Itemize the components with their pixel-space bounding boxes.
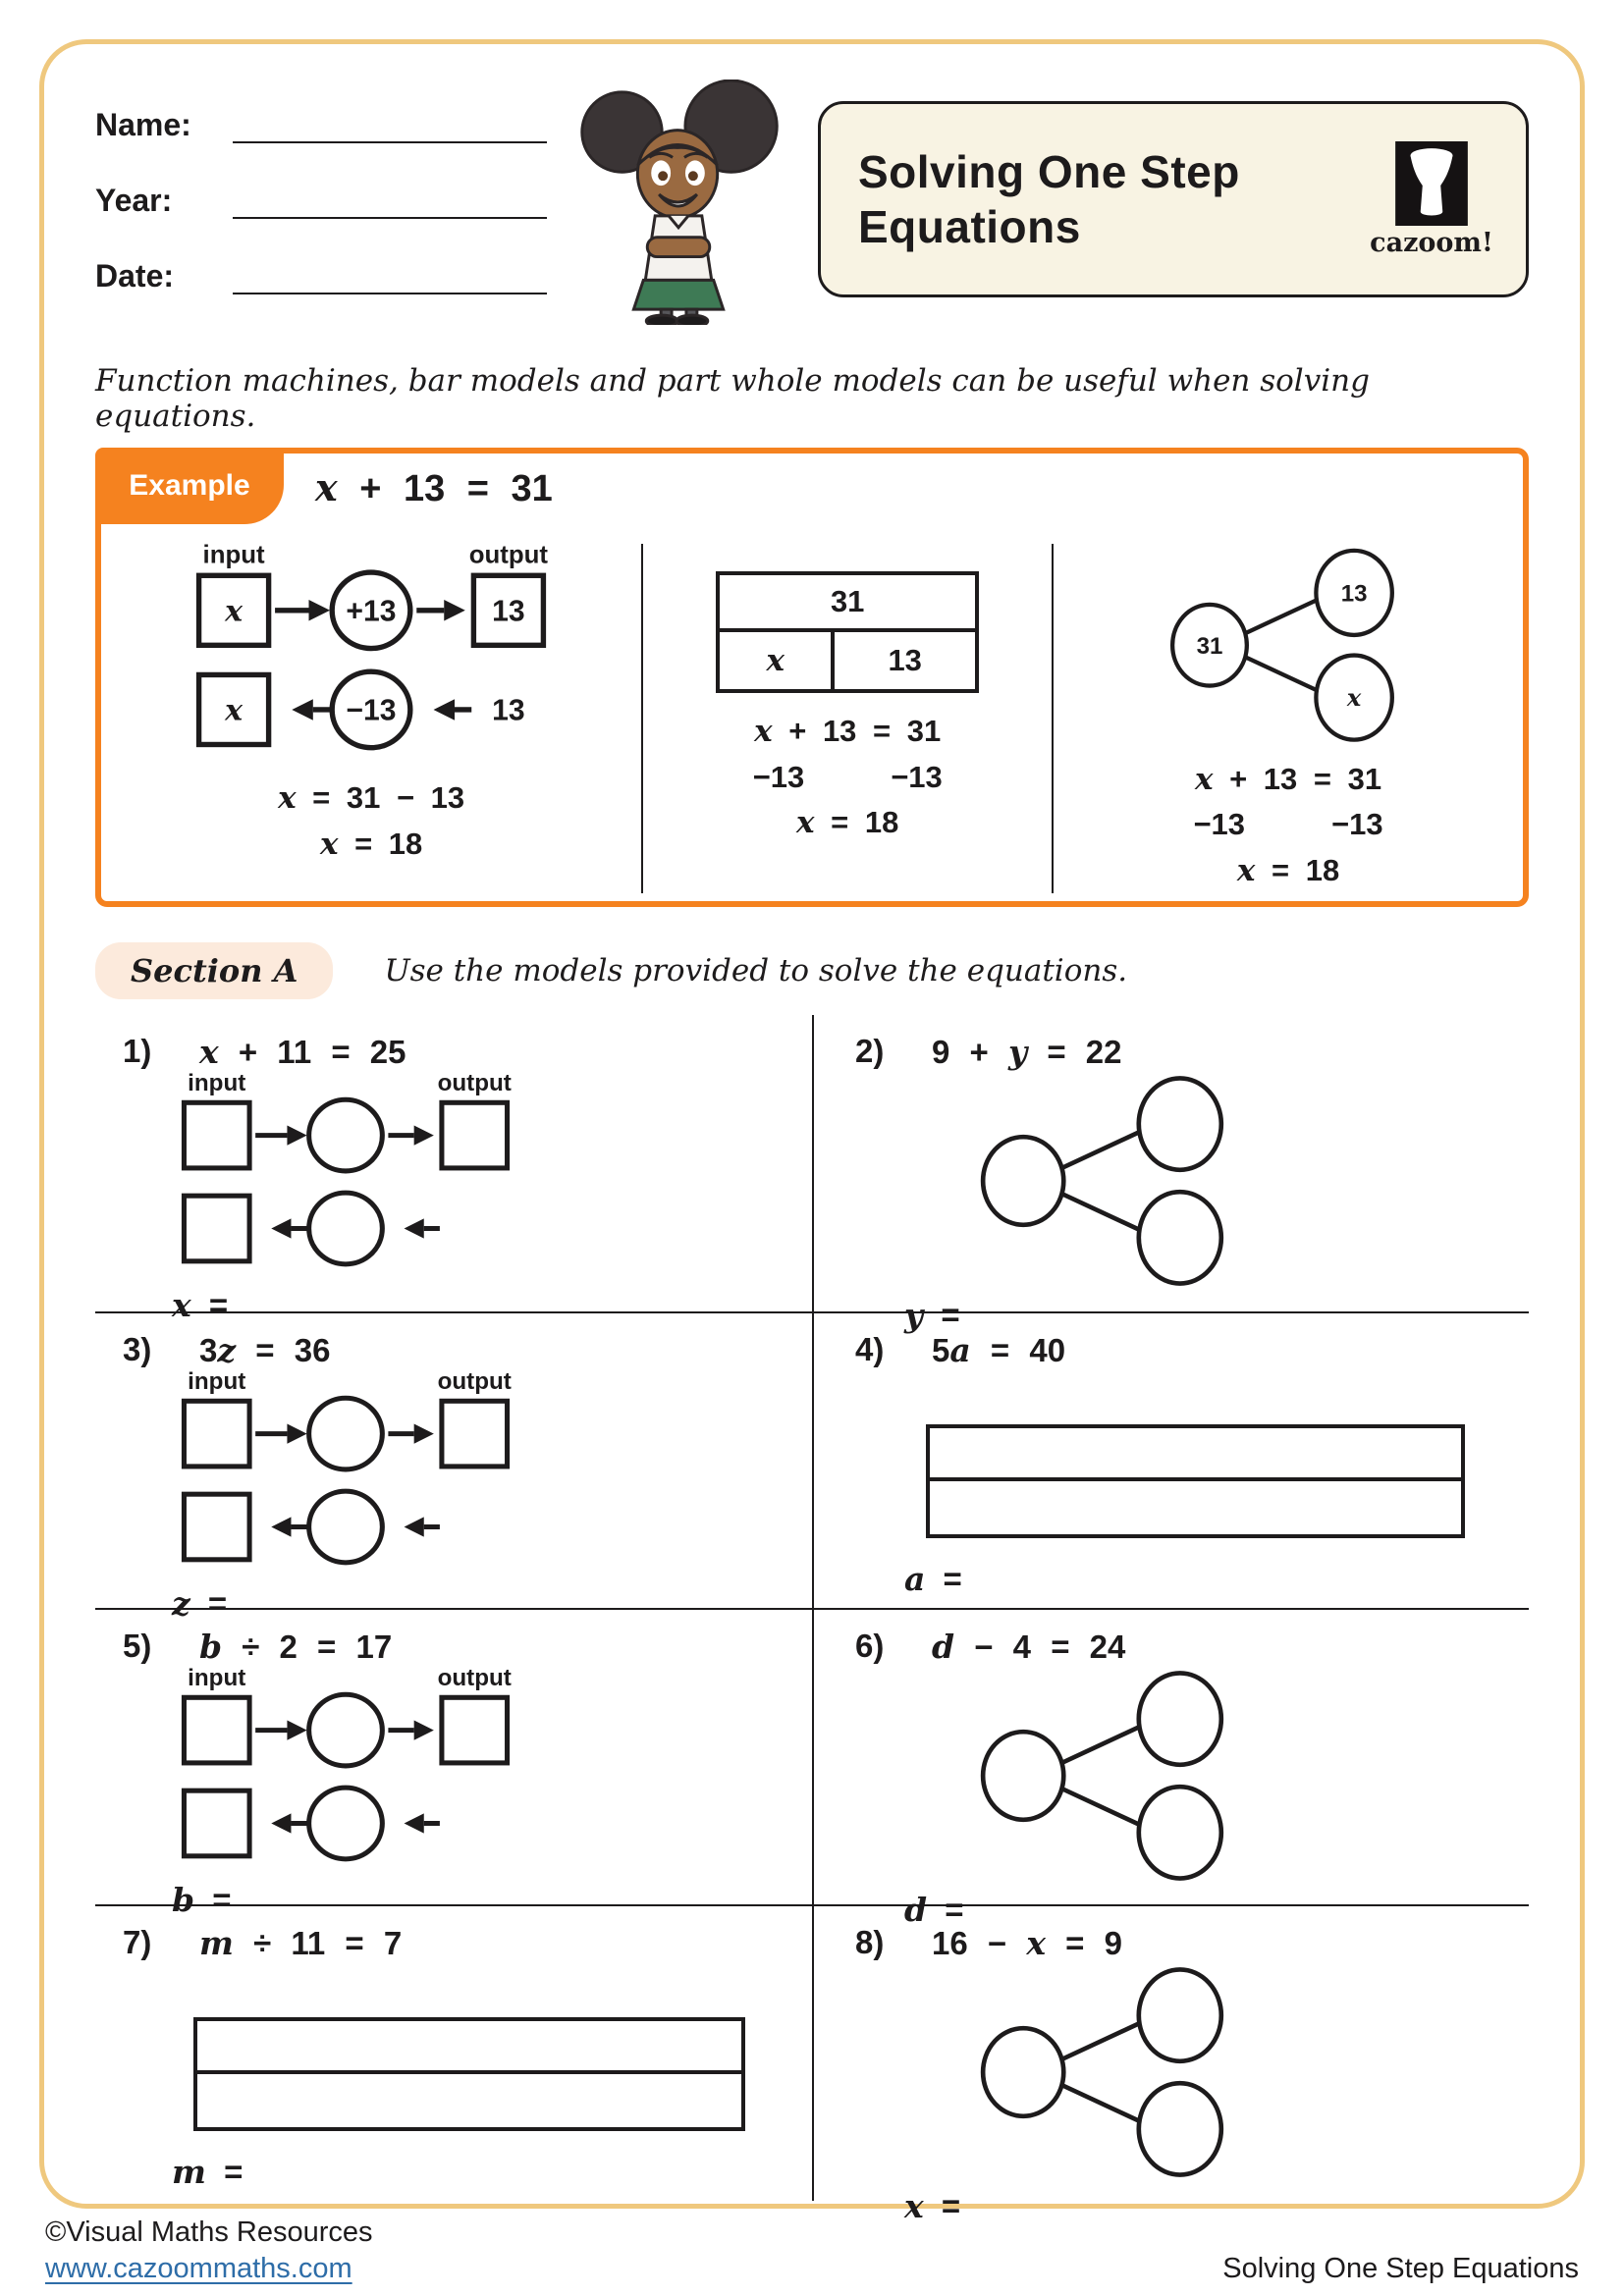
answer-line: a = [904,1560,962,1598]
problem-model [123,1369,812,1584]
arrow-right-icon [414,1424,434,1444]
bar-model-diagram [926,1424,1465,1538]
arrow-left-icon [271,1517,291,1536]
whole-circle [983,1732,1063,1820]
header [95,85,1529,334]
arrow-left-icon [271,1813,291,1833]
student-fields [95,85,557,334]
problem-number: 8) [855,1924,885,1960]
function-machine-diagram [168,1073,523,1281]
problem-number: 3) [123,1331,152,1367]
part-whole-diagram [1126,544,1450,747]
answer-line: x = [904,2187,961,2225]
problem-equation: 3z = 36 [199,1331,331,1369]
crossed-arms [647,238,709,257]
answer-line: d = [904,1891,964,1929]
problem-5 [95,1608,812,1919]
example-working: x + 13 = 31 −13 −13 x = 18 [752,714,943,840]
svg-text:x: x [225,594,244,629]
input-label: input [202,544,265,569]
output-label: output [437,1073,512,1097]
problem-2 [812,1015,1529,1334]
part-circle [1139,1787,1221,1878]
whole-circle [983,2028,1063,2116]
whole-circle [983,1137,1063,1225]
date-field [95,258,557,294]
problem-number: 5) [123,1628,152,1664]
year-field [95,183,557,219]
answer-line: x = [172,1286,229,1324]
arrow-left-icon [434,699,456,721]
arrow-right-icon [287,1424,306,1444]
skirt [633,280,723,309]
output-label: output [437,1668,512,1692]
operation-circle [309,1491,383,1563]
problem-model [855,1666,1529,1891]
year-line [233,184,547,219]
student-character-illustration [557,80,804,325]
arrow-left-icon [405,1517,424,1536]
arrow-right-icon [287,1126,306,1146]
problem-equation: 16 − x = 9 [932,1924,1122,1962]
problem-equation: 5a = 40 [932,1331,1066,1369]
function-machine-diagram [168,1371,523,1579]
svg-text:13: 13 [492,694,525,727]
problem-equation: m ÷ 11 = 7 [199,1924,403,1962]
svg-text:+13: +13 [346,595,397,628]
date-label: Date: [95,258,175,294]
arrow-right-icon [414,1721,434,1740]
arrow-right-icon [414,1126,434,1146]
example-function-machine-column [101,544,641,893]
problem-model [855,1962,1529,2187]
operation-circle [309,1193,383,1264]
example-models [101,544,1523,893]
arrow-left-icon [405,1813,424,1833]
problem-model [855,1369,1529,1560]
logo-wordmark: cazoom! [1370,227,1493,258]
answer-line: b = [172,1881,232,1919]
function-machine-diagram [179,544,564,766]
problem-number: 1) [123,1033,152,1069]
intro-text: Function machines, bar models and part whole models can be useful when solving equations. [95,363,1370,434]
problem-equation: b ÷ 2 = 17 [199,1628,393,1666]
worksheet-title: Solving One Step Equations [858,145,1240,252]
example-working: x + 13 = 31 −13 −13 x = 18 [1193,761,1383,888]
name-line [233,108,547,143]
problem-3 [95,1311,812,1623]
svg-text:31: 31 [1196,632,1223,660]
operation-circle [309,1099,383,1171]
input-label: input [188,1371,246,1396]
problem-4 [812,1311,1529,1608]
input-box [184,1102,249,1168]
example-working: x = 31 − 13 x = 18 [278,780,465,862]
function-machine-diagram [168,1668,523,1876]
example-equation: x + 13 = 31 [315,465,553,509]
problem-equation: d − 4 = 24 [932,1628,1126,1666]
bar-total-cell: 31 [720,575,975,632]
website-link[interactable]: www.cazoommaths.com [45,2253,352,2284]
footer [45,2216,1579,2285]
arrow-right-icon [444,600,465,621]
title-box [818,101,1529,297]
input-box [184,1697,249,1763]
part-circle [1139,1078,1221,1169]
part-circle [1139,1673,1221,1764]
shoe-left [646,315,677,325]
problem-7 [95,1904,812,2201]
svg-text:−13: −13 [346,694,397,727]
arrow-right-icon [287,1721,306,1740]
section-a-header [95,942,1529,999]
svg-text:x: x [1346,683,1362,713]
footer-title: Solving One Step Equations [1222,2253,1579,2284]
date-line [233,259,547,294]
problem-model [123,1666,812,1881]
svg-text:13: 13 [492,595,525,628]
bar-total-cell [930,1428,1461,1481]
bar-part-cell: 13 [888,643,922,677]
problem-model [123,1962,812,2153]
example-box [95,448,1529,907]
answer-line: m = [172,2153,244,2191]
cazoom-logo [1365,141,1498,258]
answer-line: y = [904,1296,960,1334]
bar-part-cell [930,1481,1461,1534]
problem-model [123,1071,812,1286]
part-whole-diagram [957,1962,1260,2182]
operation-circle [309,1398,383,1469]
input-box [184,1790,249,1856]
section-a-badge: Section A [95,942,333,999]
problem-model [855,1071,1529,1296]
output-box [442,1697,508,1763]
arrow-right-icon [309,600,331,621]
name-field [95,107,557,143]
problem-6 [812,1608,1529,1929]
problem-equation: x + 11 = 25 [199,1033,406,1071]
shoe-right [677,315,708,325]
bar-part-cell [197,2074,741,2127]
output-box [442,1102,508,1168]
name-label: Name: [95,107,191,142]
part-whole-diagram [957,1071,1260,1291]
copyright-text: ©Visual Maths Resources [45,2216,373,2248]
example-tab: Example [95,448,284,524]
svg-text:13: 13 [1340,580,1368,608]
part-whole-diagram [957,1666,1260,1886]
operation-circle [309,1694,383,1766]
problem-8 [812,1904,1529,2225]
part-circle [1139,1192,1221,1283]
problem-number: 4) [855,1331,885,1367]
input-label: input [188,1668,246,1692]
svg-text:x: x [225,693,244,728]
worksheet-border [39,39,1585,2225]
bar-part-cell: x [720,632,835,689]
problem-number: 7) [123,1924,152,1960]
problem-equation: 9 + y = 22 [932,1033,1122,1071]
problem-number: 6) [855,1628,885,1664]
input-box [184,1196,249,1261]
bar-total-cell [197,2021,741,2074]
arrow-left-icon [405,1218,424,1238]
problem-number: 2) [855,1033,885,1069]
part-circle [1139,2083,1221,2174]
bar-model-diagram [193,2017,745,2131]
output-label: output [468,544,549,569]
output-box [442,1401,508,1467]
output-label: output [437,1371,512,1396]
input-label: input [188,1073,246,1097]
djembe-drum-icon [1395,141,1468,226]
part-circle [1139,1969,1221,2060]
input-box [184,1401,249,1467]
arrow-left-icon [292,699,313,721]
problem-1 [95,1015,812,1324]
operation-circle [309,1788,383,1859]
arrow-left-icon [271,1218,291,1238]
input-box [184,1494,249,1560]
bar-model-diagram [716,571,979,693]
section-a-instruction: Use the models provided to solve the equations. [384,953,1128,988]
example-part-whole-column [1054,544,1523,893]
year-label: Year: [95,183,173,218]
problems-grid [95,1015,1529,2225]
footer-credits [45,2216,373,2285]
example-bar-model-column [641,544,1054,893]
answer-line: z = [172,1584,228,1623]
